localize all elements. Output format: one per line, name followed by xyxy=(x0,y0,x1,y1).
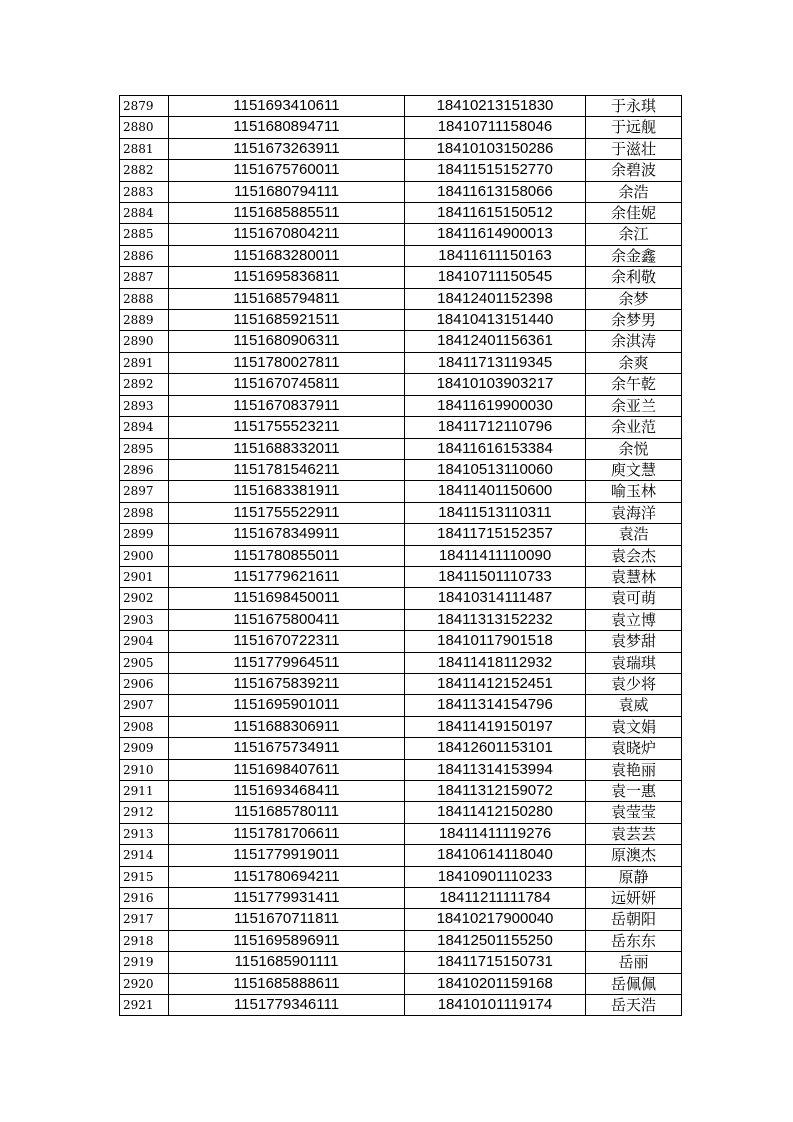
ticket-number: 1151670722311 xyxy=(169,631,405,652)
exam-number: 18410711150545 xyxy=(405,267,586,288)
table-row xyxy=(120,224,682,245)
table-row xyxy=(120,374,682,395)
row-index: 2908 xyxy=(120,716,169,737)
ticket-number: 1151779346111 xyxy=(169,995,405,1016)
person-name: 袁浩 xyxy=(586,524,682,545)
exam-number: 18411412152451 xyxy=(405,673,586,694)
person-name: 余浩 xyxy=(586,181,682,202)
ticket-number: 1151698450011 xyxy=(169,588,405,609)
row-index: 2879 xyxy=(120,96,169,117)
person-name: 于永琪 xyxy=(586,96,682,117)
row-index: 2907 xyxy=(120,695,169,716)
table-row xyxy=(120,823,682,844)
exam-number: 18411613158066 xyxy=(405,181,586,202)
row-index: 2906 xyxy=(120,673,169,694)
row-index: 2897 xyxy=(120,481,169,502)
exam-number: 18411611150163 xyxy=(405,245,586,266)
exam-number: 18411616153384 xyxy=(405,438,586,459)
exam-number: 18412401152398 xyxy=(405,288,586,309)
person-name: 袁可萌 xyxy=(586,588,682,609)
table-row xyxy=(120,288,682,309)
exam-number: 18410101119174 xyxy=(405,995,586,1016)
ticket-number: 1151755523211 xyxy=(169,417,405,438)
exam-number: 18411515152770 xyxy=(405,160,586,181)
table-row xyxy=(120,481,682,502)
row-index: 2911 xyxy=(120,781,169,802)
row-index: 2905 xyxy=(120,652,169,673)
table-row xyxy=(120,138,682,159)
person-name: 岳佩佩 xyxy=(586,973,682,994)
table-row xyxy=(120,395,682,416)
table-row xyxy=(120,545,682,566)
ticket-number: 1151670711811 xyxy=(169,909,405,930)
exam-number: 18410213151830 xyxy=(405,96,586,117)
ticket-number: 1151779621611 xyxy=(169,566,405,587)
exam-number: 18411411119276 xyxy=(405,823,586,844)
ticket-number: 1151781546211 xyxy=(169,459,405,480)
exam-number: 18411715152357 xyxy=(405,524,586,545)
roster-body xyxy=(120,96,682,1016)
ticket-number: 1151685780111 xyxy=(169,802,405,823)
ticket-number: 1151780694211 xyxy=(169,866,405,887)
person-name: 余悦 xyxy=(586,438,682,459)
exam-number: 18411313152232 xyxy=(405,609,586,630)
ticket-number: 1151685921511 xyxy=(169,310,405,331)
ticket-number: 1151781706611 xyxy=(169,823,405,844)
ticket-number: 1151670837911 xyxy=(169,395,405,416)
ticket-number: 1151670745811 xyxy=(169,374,405,395)
ticket-number: 1151688332011 xyxy=(169,438,405,459)
person-name: 袁海洋 xyxy=(586,502,682,523)
ticket-number: 1151688306911 xyxy=(169,716,405,737)
row-index: 2912 xyxy=(120,802,169,823)
table-row xyxy=(120,203,682,224)
row-index: 2910 xyxy=(120,759,169,780)
exam-number: 18411419150197 xyxy=(405,716,586,737)
person-name: 余佳妮 xyxy=(586,203,682,224)
ticket-number: 1151695836811 xyxy=(169,267,405,288)
row-index: 2900 xyxy=(120,545,169,566)
table-row xyxy=(120,695,682,716)
person-name: 余梦男 xyxy=(586,310,682,331)
row-index: 2889 xyxy=(120,310,169,331)
row-index: 2913 xyxy=(120,823,169,844)
table-row xyxy=(120,973,682,994)
exam-number: 18410513110060 xyxy=(405,459,586,480)
ticket-number: 1151678349911 xyxy=(169,524,405,545)
row-index: 2919 xyxy=(120,952,169,973)
row-index: 2898 xyxy=(120,502,169,523)
table-row xyxy=(120,160,682,181)
row-index: 2887 xyxy=(120,267,169,288)
table-row xyxy=(120,181,682,202)
table-row xyxy=(120,995,682,1016)
exam-number: 18410201159168 xyxy=(405,973,586,994)
ticket-number: 1151685885511 xyxy=(169,203,405,224)
row-index: 2899 xyxy=(120,524,169,545)
ticket-number: 1151779919011 xyxy=(169,845,405,866)
ticket-number: 1151680906311 xyxy=(169,331,405,352)
ticket-number: 1151755522911 xyxy=(169,502,405,523)
row-index: 2916 xyxy=(120,888,169,909)
row-index: 2883 xyxy=(120,181,169,202)
person-name: 袁慧林 xyxy=(586,566,682,587)
ticket-number: 1151675800411 xyxy=(169,609,405,630)
exam-number: 18410901110233 xyxy=(405,866,586,887)
ticket-number: 1151670804211 xyxy=(169,224,405,245)
person-name: 喻玉林 xyxy=(586,481,682,502)
table-row xyxy=(120,888,682,909)
person-name: 岳天浩 xyxy=(586,995,682,1016)
ticket-number: 1151685888611 xyxy=(169,973,405,994)
person-name: 庾文慧 xyxy=(586,459,682,480)
ticket-number: 1151779931411 xyxy=(169,888,405,909)
person-name: 袁梦甜 xyxy=(586,631,682,652)
exam-number: 18411401150600 xyxy=(405,481,586,502)
row-index: 2915 xyxy=(120,866,169,887)
exam-number: 18410103150286 xyxy=(405,138,586,159)
row-index: 2920 xyxy=(120,973,169,994)
exam-number: 18411614900013 xyxy=(405,224,586,245)
person-name: 袁芸芸 xyxy=(586,823,682,844)
table-row xyxy=(120,802,682,823)
row-index: 2904 xyxy=(120,631,169,652)
exam-number: 18410711158046 xyxy=(405,117,586,138)
table-row xyxy=(120,417,682,438)
person-name: 袁少将 xyxy=(586,673,682,694)
table-row xyxy=(120,459,682,480)
exam-number: 18411501110733 xyxy=(405,566,586,587)
row-index: 2884 xyxy=(120,203,169,224)
person-name: 原澳杰 xyxy=(586,845,682,866)
row-index: 2918 xyxy=(120,930,169,951)
person-name: 余梦 xyxy=(586,288,682,309)
exam-number: 18411619900030 xyxy=(405,395,586,416)
person-name: 余业范 xyxy=(586,417,682,438)
exam-number: 18411314153994 xyxy=(405,759,586,780)
person-name: 袁莹莹 xyxy=(586,802,682,823)
table-row xyxy=(120,631,682,652)
person-name: 岳东东 xyxy=(586,930,682,951)
ticket-number: 1151695901011 xyxy=(169,695,405,716)
ticket-number: 1151693410611 xyxy=(169,96,405,117)
exam-number: 18411715150731 xyxy=(405,952,586,973)
exam-number: 18410614118040 xyxy=(405,845,586,866)
row-index: 2888 xyxy=(120,288,169,309)
row-index: 2894 xyxy=(120,417,169,438)
row-index: 2882 xyxy=(120,160,169,181)
person-name: 袁瑞琪 xyxy=(586,652,682,673)
exam-number: 18411418112932 xyxy=(405,652,586,673)
exam-number: 18411513110311 xyxy=(405,502,586,523)
person-name: 余亚兰 xyxy=(586,395,682,416)
person-name: 余爽 xyxy=(586,352,682,373)
row-index: 2886 xyxy=(120,245,169,266)
exam-number: 18411615150512 xyxy=(405,203,586,224)
table-row xyxy=(120,117,682,138)
person-name: 袁艳丽 xyxy=(586,759,682,780)
exam-number: 18412601153101 xyxy=(405,738,586,759)
row-index: 2902 xyxy=(120,588,169,609)
exam-number: 18411713119345 xyxy=(405,352,586,373)
table-row xyxy=(120,524,682,545)
table-row xyxy=(120,781,682,802)
table-row xyxy=(120,310,682,331)
row-index: 2901 xyxy=(120,566,169,587)
person-name: 岳丽 xyxy=(586,952,682,973)
row-index: 2891 xyxy=(120,352,169,373)
person-name: 余利敬 xyxy=(586,267,682,288)
ticket-number: 1151685794811 xyxy=(169,288,405,309)
exam-number: 18411211111784 xyxy=(405,888,586,909)
row-index: 2893 xyxy=(120,395,169,416)
ticket-number: 1151685901111 xyxy=(169,952,405,973)
person-name: 袁晓炉 xyxy=(586,738,682,759)
table-row xyxy=(120,566,682,587)
person-name: 原静 xyxy=(586,866,682,887)
table-row xyxy=(120,952,682,973)
table-row xyxy=(120,759,682,780)
row-index: 2921 xyxy=(120,995,169,1016)
exam-number: 18410103903217 xyxy=(405,374,586,395)
person-name: 于滋壮 xyxy=(586,138,682,159)
exam-number: 18411411110090 xyxy=(405,545,586,566)
person-name: 袁一惠 xyxy=(586,781,682,802)
ticket-number: 1151693468411 xyxy=(169,781,405,802)
table-row xyxy=(120,502,682,523)
row-index: 2896 xyxy=(120,459,169,480)
table-row xyxy=(120,331,682,352)
table-row xyxy=(120,267,682,288)
person-name: 余碧波 xyxy=(586,160,682,181)
ticket-number: 1151675760011 xyxy=(169,160,405,181)
table-row xyxy=(120,866,682,887)
ticket-number: 1151695896911 xyxy=(169,930,405,951)
row-index: 2885 xyxy=(120,224,169,245)
row-index: 2881 xyxy=(120,138,169,159)
exam-number: 18412401156361 xyxy=(405,331,586,352)
table-row xyxy=(120,352,682,373)
exam-number: 18411312159072 xyxy=(405,781,586,802)
person-name: 袁威 xyxy=(586,695,682,716)
table-row xyxy=(120,845,682,866)
ticket-number: 1151698407611 xyxy=(169,759,405,780)
row-index: 2890 xyxy=(120,331,169,352)
ticket-number: 1151680794111 xyxy=(169,181,405,202)
row-index: 2909 xyxy=(120,738,169,759)
ticket-number: 1151780855011 xyxy=(169,545,405,566)
person-name: 袁立博 xyxy=(586,609,682,630)
exam-number: 18411314154796 xyxy=(405,695,586,716)
table-row xyxy=(120,738,682,759)
person-name: 袁文娟 xyxy=(586,716,682,737)
table-row xyxy=(120,716,682,737)
table-row xyxy=(120,438,682,459)
roster-table xyxy=(119,95,682,1016)
row-index: 2914 xyxy=(120,845,169,866)
person-name: 于远舰 xyxy=(586,117,682,138)
person-name: 余江 xyxy=(586,224,682,245)
table-row xyxy=(120,673,682,694)
person-name: 远妍妍 xyxy=(586,888,682,909)
row-index: 2892 xyxy=(120,374,169,395)
ticket-number: 1151683280011 xyxy=(169,245,405,266)
person-name: 余午乾 xyxy=(586,374,682,395)
ticket-number: 1151680894711 xyxy=(169,117,405,138)
exam-number: 18411712110796 xyxy=(405,417,586,438)
table-row xyxy=(120,609,682,630)
exam-number: 18410117901518 xyxy=(405,631,586,652)
person-name: 余淇涛 xyxy=(586,331,682,352)
ticket-number: 1151683381911 xyxy=(169,481,405,502)
table-row xyxy=(120,652,682,673)
person-name: 袁会杰 xyxy=(586,545,682,566)
row-index: 2895 xyxy=(120,438,169,459)
row-index: 2917 xyxy=(120,909,169,930)
ticket-number: 1151780027811 xyxy=(169,352,405,373)
exam-number: 18412501155250 xyxy=(405,930,586,951)
table-row xyxy=(120,96,682,117)
exam-number: 18410413151440 xyxy=(405,310,586,331)
ticket-number: 1151673263911 xyxy=(169,138,405,159)
table-row xyxy=(120,245,682,266)
exam-number: 18410314111487 xyxy=(405,588,586,609)
table-row xyxy=(120,588,682,609)
table-row xyxy=(120,909,682,930)
table-row xyxy=(120,930,682,951)
row-index: 2903 xyxy=(120,609,169,630)
ticket-number: 1151675839211 xyxy=(169,673,405,694)
person-name: 岳朝阳 xyxy=(586,909,682,930)
ticket-number: 1151779964511 xyxy=(169,652,405,673)
ticket-number: 1151675734911 xyxy=(169,738,405,759)
exam-number: 18411412150280 xyxy=(405,802,586,823)
row-index: 2880 xyxy=(120,117,169,138)
exam-number: 18410217900040 xyxy=(405,909,586,930)
person-name: 余金鑫 xyxy=(586,245,682,266)
